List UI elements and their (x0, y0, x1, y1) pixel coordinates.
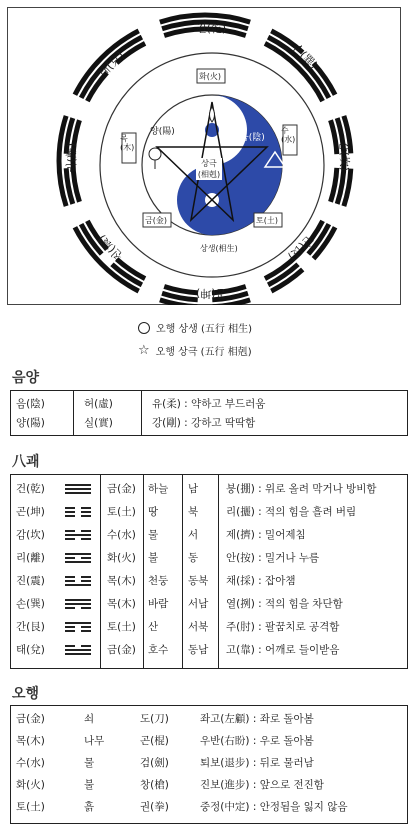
ohaeng-material: 나무 (84, 735, 105, 747)
trigram-name: 간(艮) (16, 621, 45, 633)
star-icon: ☆ (138, 342, 150, 358)
flame-icon (210, 107, 215, 122)
section-title-palgwae: 八괘 (12, 454, 40, 470)
yin-label: 음(陰) (240, 133, 265, 143)
trigram-line (65, 584, 91, 586)
trigram-direction: 동 (188, 552, 199, 564)
ohaeng-desc: 퇴보(退步) : 뒤로 물러남 (200, 757, 314, 769)
trigram-element: 금(金) (107, 644, 136, 656)
element-water-label: 수(水) (281, 126, 296, 144)
trigram-nature: 땅 (148, 506, 159, 518)
trigram-label-gon: 곤(坤) (196, 287, 227, 300)
ohaeng-desc: 진보(進步) : 앞으로 전진함 (200, 779, 324, 791)
divider (100, 474, 101, 669)
trigram-line (65, 580, 91, 582)
ohaeng-material: 흙 (84, 801, 95, 813)
divider (143, 474, 144, 669)
trigram-name: 곤(坤) (16, 506, 45, 518)
trigram-desc: 안(按) : 밀거나 누름 (226, 552, 320, 564)
section-title-yinyang: 음양 (12, 370, 40, 386)
yinyang-value: 허(虛) (84, 398, 113, 410)
trigram-line (65, 645, 91, 647)
ohaeng-material: 불 (84, 779, 95, 791)
trigram-line (65, 561, 91, 563)
ohaeng-material: 쇠 (84, 713, 95, 725)
trigram-element: 화(火) (107, 552, 136, 564)
trigram-element: 목(木) (107, 598, 136, 610)
trigram-arc (164, 287, 198, 293)
ohaeng-weapon: 창(槍) (140, 779, 169, 791)
trigram-desc: 제(擠) : 밀어제침 (226, 529, 306, 541)
divider (141, 390, 142, 436)
trigram-line (65, 511, 91, 513)
trigram-desc: 고(靠) : 어깨로 들이받음 (226, 644, 340, 656)
trigram-label-son: 손(巽) (289, 41, 321, 72)
yang-label: 양(陽) (150, 127, 175, 137)
trigram-line (65, 603, 91, 605)
trigram-line (65, 484, 91, 486)
trigram-nature: 물 (148, 529, 159, 541)
trigram-element: 금(金) (107, 483, 136, 495)
element-earth-label: 토(土) (256, 216, 278, 225)
trigram-line (65, 488, 91, 490)
trigram-line (65, 534, 91, 536)
ohaeng-weapon: 권(拳) (140, 801, 169, 813)
trigram-label-gam: 감(坎) (338, 140, 352, 172)
trigram-direction: 북 (188, 506, 199, 518)
trigram-label-tae: 태(兌) (96, 49, 127, 80)
trigram-nature: 하늘 (148, 483, 169, 495)
ohaeng-material: 물 (84, 757, 95, 769)
sangsaeng-arc-label: 상생(相生) (200, 244, 238, 253)
trigram-line (65, 553, 91, 555)
trigram-desc: 붕(掤) : 위로 올려 막거나 방비함 (226, 483, 377, 495)
trigram-nature: 바람 (148, 598, 169, 610)
trigram-line (65, 626, 91, 628)
trigram-label-geon: 건(乾) (196, 22, 227, 35)
element-fire-label: 화(火) (199, 72, 221, 81)
trigram-line (65, 515, 91, 517)
trigram-element: 목(木) (107, 575, 136, 587)
trigram-desc: 채(採) : 잡아챔 (226, 575, 296, 587)
trigram-line (65, 557, 91, 559)
trigram-direction: 서북 (188, 621, 209, 633)
trigram-line (65, 653, 91, 655)
trigram-line (65, 576, 91, 578)
ohaeng-name: 토(土) (16, 801, 45, 813)
ohaeng-desc: 좌고(左顧) : 좌로 돌아봄 (200, 713, 314, 725)
trigram-nature: 천둥 (148, 575, 169, 587)
trigram-line (65, 538, 91, 540)
trigram-nature: 호수 (148, 644, 169, 656)
trigram-line (65, 530, 91, 532)
trigram-element: 토(土) (107, 506, 136, 518)
ohaeng-desc: 우반(右盼) : 우로 돌아봄 (200, 735, 314, 747)
section-title-ohaeng: 오행 (12, 686, 40, 702)
trigram-arc (331, 120, 337, 154)
trigram-line (65, 649, 91, 651)
trigram-name: 진(震) (16, 575, 45, 587)
trigram-element: 수(水) (107, 529, 136, 541)
divider (182, 474, 183, 669)
legend-sanggeuk-text: 오행 상극 (五行 相剋) (155, 347, 252, 358)
trigram-direction: 서남 (188, 598, 209, 610)
trigram-name: 손(巽) (16, 598, 45, 610)
trigram-label-gan: 간(艮) (285, 232, 317, 263)
trigram-name: 태(兌) (16, 644, 45, 656)
yinyang-name: 양(陽) (16, 417, 45, 429)
trigram-label-ri: 리(離) (65, 142, 79, 174)
trigram-label-jin: 진(震) (95, 232, 126, 263)
element-wood-label: 목(木) (120, 134, 135, 152)
ohaeng-name: 목(木) (16, 735, 45, 747)
trigram-line (65, 507, 91, 509)
trigram-line (65, 599, 91, 601)
legend-sangsaeng-text: 오행 상생 (五行 相生) (156, 324, 252, 335)
trigram-line (65, 630, 91, 632)
ohaeng-desc: 중정(中定) : 안정됨을 잃지 않음 (200, 801, 348, 813)
yinyang-name: 음(陰) (16, 398, 45, 410)
trigram-line (65, 607, 91, 609)
trigram-direction: 서 (188, 529, 199, 541)
trigram-desc: 열(挒) : 적의 힘을 차단함 (226, 598, 343, 610)
palgwae-table (10, 474, 408, 669)
ohaeng-weapon: 도(刀) (140, 713, 169, 725)
yinyang-desc: 유(柔) : 약하고 부드러움 (152, 398, 266, 410)
divider (218, 474, 219, 669)
trigram-arc (331, 168, 337, 202)
trigram-direction: 동남 (188, 644, 209, 656)
legend-sangsaeng (138, 320, 252, 335)
trigram-name: 감(坎) (16, 529, 45, 541)
trigram-element: 토(土) (107, 621, 136, 633)
ohaeng-name: 금(金) (16, 713, 45, 725)
circle-icon (138, 322, 150, 334)
divider (73, 390, 74, 436)
ohaeng-weapon: 검(劍) (140, 757, 169, 769)
sanggeuk-center-label: 상극(相剋) (197, 159, 221, 179)
trigram-line (65, 622, 91, 624)
element-metal-label: 금(金) (145, 216, 167, 225)
trigram-line (65, 492, 91, 494)
trigram-direction: 동북 (188, 575, 209, 587)
trigram-direction: 남 (188, 483, 199, 495)
trigram-desc: 리(攦) : 적의 힘을 흘려 버림 (226, 506, 357, 518)
ohaeng-weapon: 곤(棍) (140, 735, 169, 747)
legend-sanggeuk (138, 343, 252, 358)
trigram-nature: 산 (148, 621, 159, 633)
trigram-desc: 주(肘) : 팔꿈치로 공격함 (226, 621, 340, 633)
yinyang-value: 실(實) (84, 417, 113, 429)
yinyang-desc: 강(剛) : 강하고 딱딱함 (152, 417, 256, 429)
trigram-name: 건(乾) (16, 483, 45, 495)
trigram-nature: 불 (148, 552, 159, 564)
ohaeng-name: 화(火) (16, 779, 45, 791)
trigram-name: 리(離) (16, 552, 45, 564)
ohaeng-name: 수(水) (16, 757, 45, 769)
